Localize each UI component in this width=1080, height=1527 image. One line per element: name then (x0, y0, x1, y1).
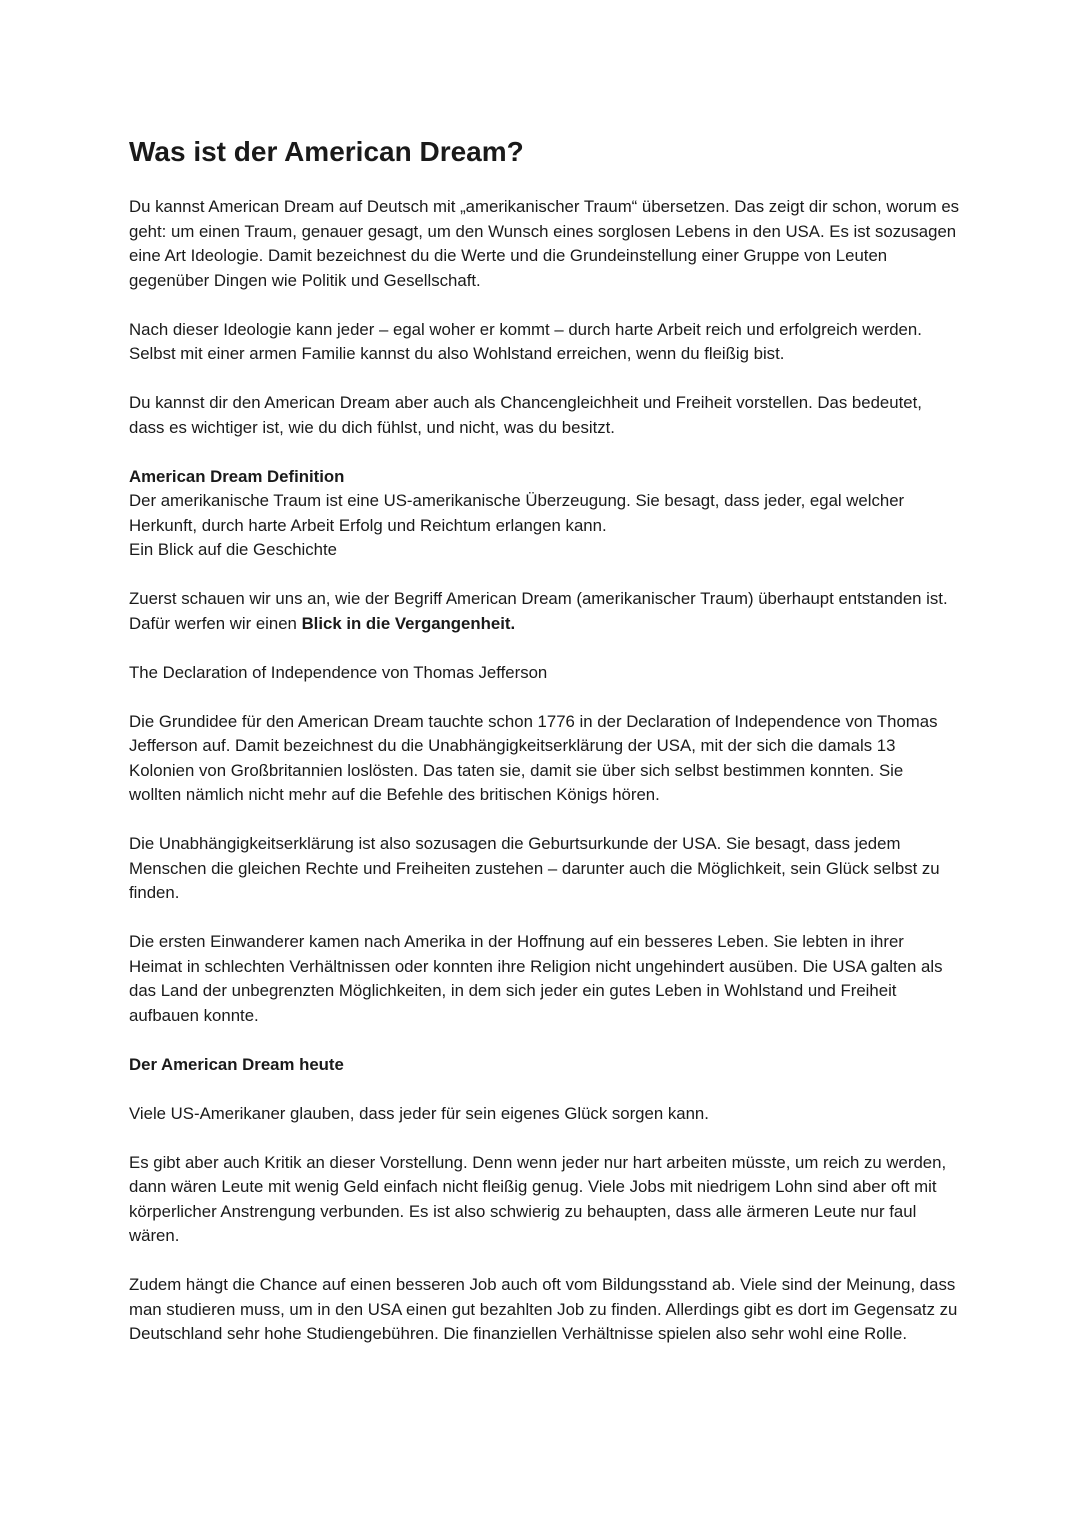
paragraph-declaration: Die Grundidee für den American Dream tauchte schon 1776 in der Declaration of Independence von Thomas Jefferson auf. Damit bezeichnest du die Unabhängigkeitserklärung der USA, mit der sich die damals 13 Kolonien von Großbritannien loslösten. Das taten sie, damit sie über sich selbst bestimmen konnten. Sie wollten nämlich nicht mehr auf die Befehle des britischen Königs hören. (129, 711, 938, 804)
history-text: Zuerst schauen wir uns an, wie der Begriff American Dream (amerikanischer Traum) überhaupt entstanden ist. Dafür werfen wir einen (129, 589, 948, 633)
paragraph-birth-certificate: Die Unabhängigkeitserklärung ist also sozusagen die Geburtsurkunde der USA. Sie besagt, dass jedem Menschen die gleichen Rechte und Freiheiten zustehen – darunter auch die Möglichkeit, sein Glück selbst zu finden. (129, 834, 940, 902)
declaration-line: The Declaration of Independence von Thomas Jefferson (129, 662, 548, 682)
definition-block (129, 465, 960, 563)
paragraph-immigrants: Die ersten Einwanderer kamen nach Amerika in der Hoffnung auf ein besseres Leben. Sie lebten in ihrer Heimat in schlechten Verhältnissen oder konnten ihre Religion nicht ungehindert ausüben. Die USA galten als das Land der unbegrenzten Möglichkeiten, in dem sich jeder ein gutes Leben in Wohlstand und Freiheit aufbauen konnte. (129, 932, 943, 1025)
paragraph-belief: Viele US-Amerikaner glauben, dass jeder für sein eigenes Glück sorgen kann. (129, 1103, 709, 1123)
paragraph-equality: Du kannst dir den American Dream aber auch als Chancengleichheit und Freiheit vorstellen. Das bedeutet, dass es wichtiger ist, wie du dich fühlst, und nicht, was du besitzt. (129, 393, 922, 437)
definition-text: Der amerikanische Traum ist eine US-amerikanische Überzeugung. Sie besagt, dass jeder, egal welcher Herkunft, durch harte Arbeit Erfolg und Reichtum erlangen kann. (129, 491, 905, 535)
paragraph-ideology: Nach dieser Ideologie kann jeder – egal woher er kommt – durch harte Arbeit reich und erfolgreich werden. Selbst mit einer armen Familie kannst du also Wohlstand erreichen, wenn du fleißig bist. (129, 319, 922, 363)
document-title: Was ist der American Dream? (129, 136, 524, 167)
paragraph-history (129, 587, 960, 636)
definition-heading: American Dream Definition (129, 466, 345, 486)
paragraph-education: Zudem hängt die Chance auf einen besseren Job auch oft vom Bildungsstand ab. Viele sind der Meinung, dass man studieren muss, um in den USA einen gut bezahlten Job zu finden. Allerdings gibt es dort im Gegensatz zu Deutschland sehr hohe Studiengebühren. Die finanziellen Verhältnisse spielen also sehr wohl eine Rolle. (129, 1275, 958, 1343)
history-bold-text: Blick in die Vergangenheit. (301, 613, 516, 633)
today-heading-text: Der American Dream heute (129, 1054, 344, 1074)
today-heading (129, 1053, 960, 1078)
paragraph-intro: Du kannst American Dream auf Deutsch mit „amerikanischer Traum“ übersetzen. Das zeigt dir schon, worum es geht: um einen Traum, genauer gesagt, um den Wunsch eines sorglosen Lebens in den USA. Es ist sozusagen eine Art Ideologie. Damit bezeichnest du die Werte und die Grundeinstellung einer Gruppe von Leuten gegenüber Dingen wie Politik und Gesellschaft. (129, 197, 960, 290)
history-line: Ein Blick auf die Geschichte (129, 540, 338, 559)
paragraph-criticism: Es gibt aber auch Kritik an dieser Vorstellung. Denn wenn jeder nur hart arbeiten müsste, um reich zu werden, dann wären Leute mit wenig Geld einfach nicht fleißig genug. Viele Jobs mit niedrigem Lohn sind aber oft mit körperlicher Anstrengung verbunden. Es ist also schwierig zu behaupten, dass alle ärmeren Leute nur faul wären. (129, 1152, 947, 1245)
